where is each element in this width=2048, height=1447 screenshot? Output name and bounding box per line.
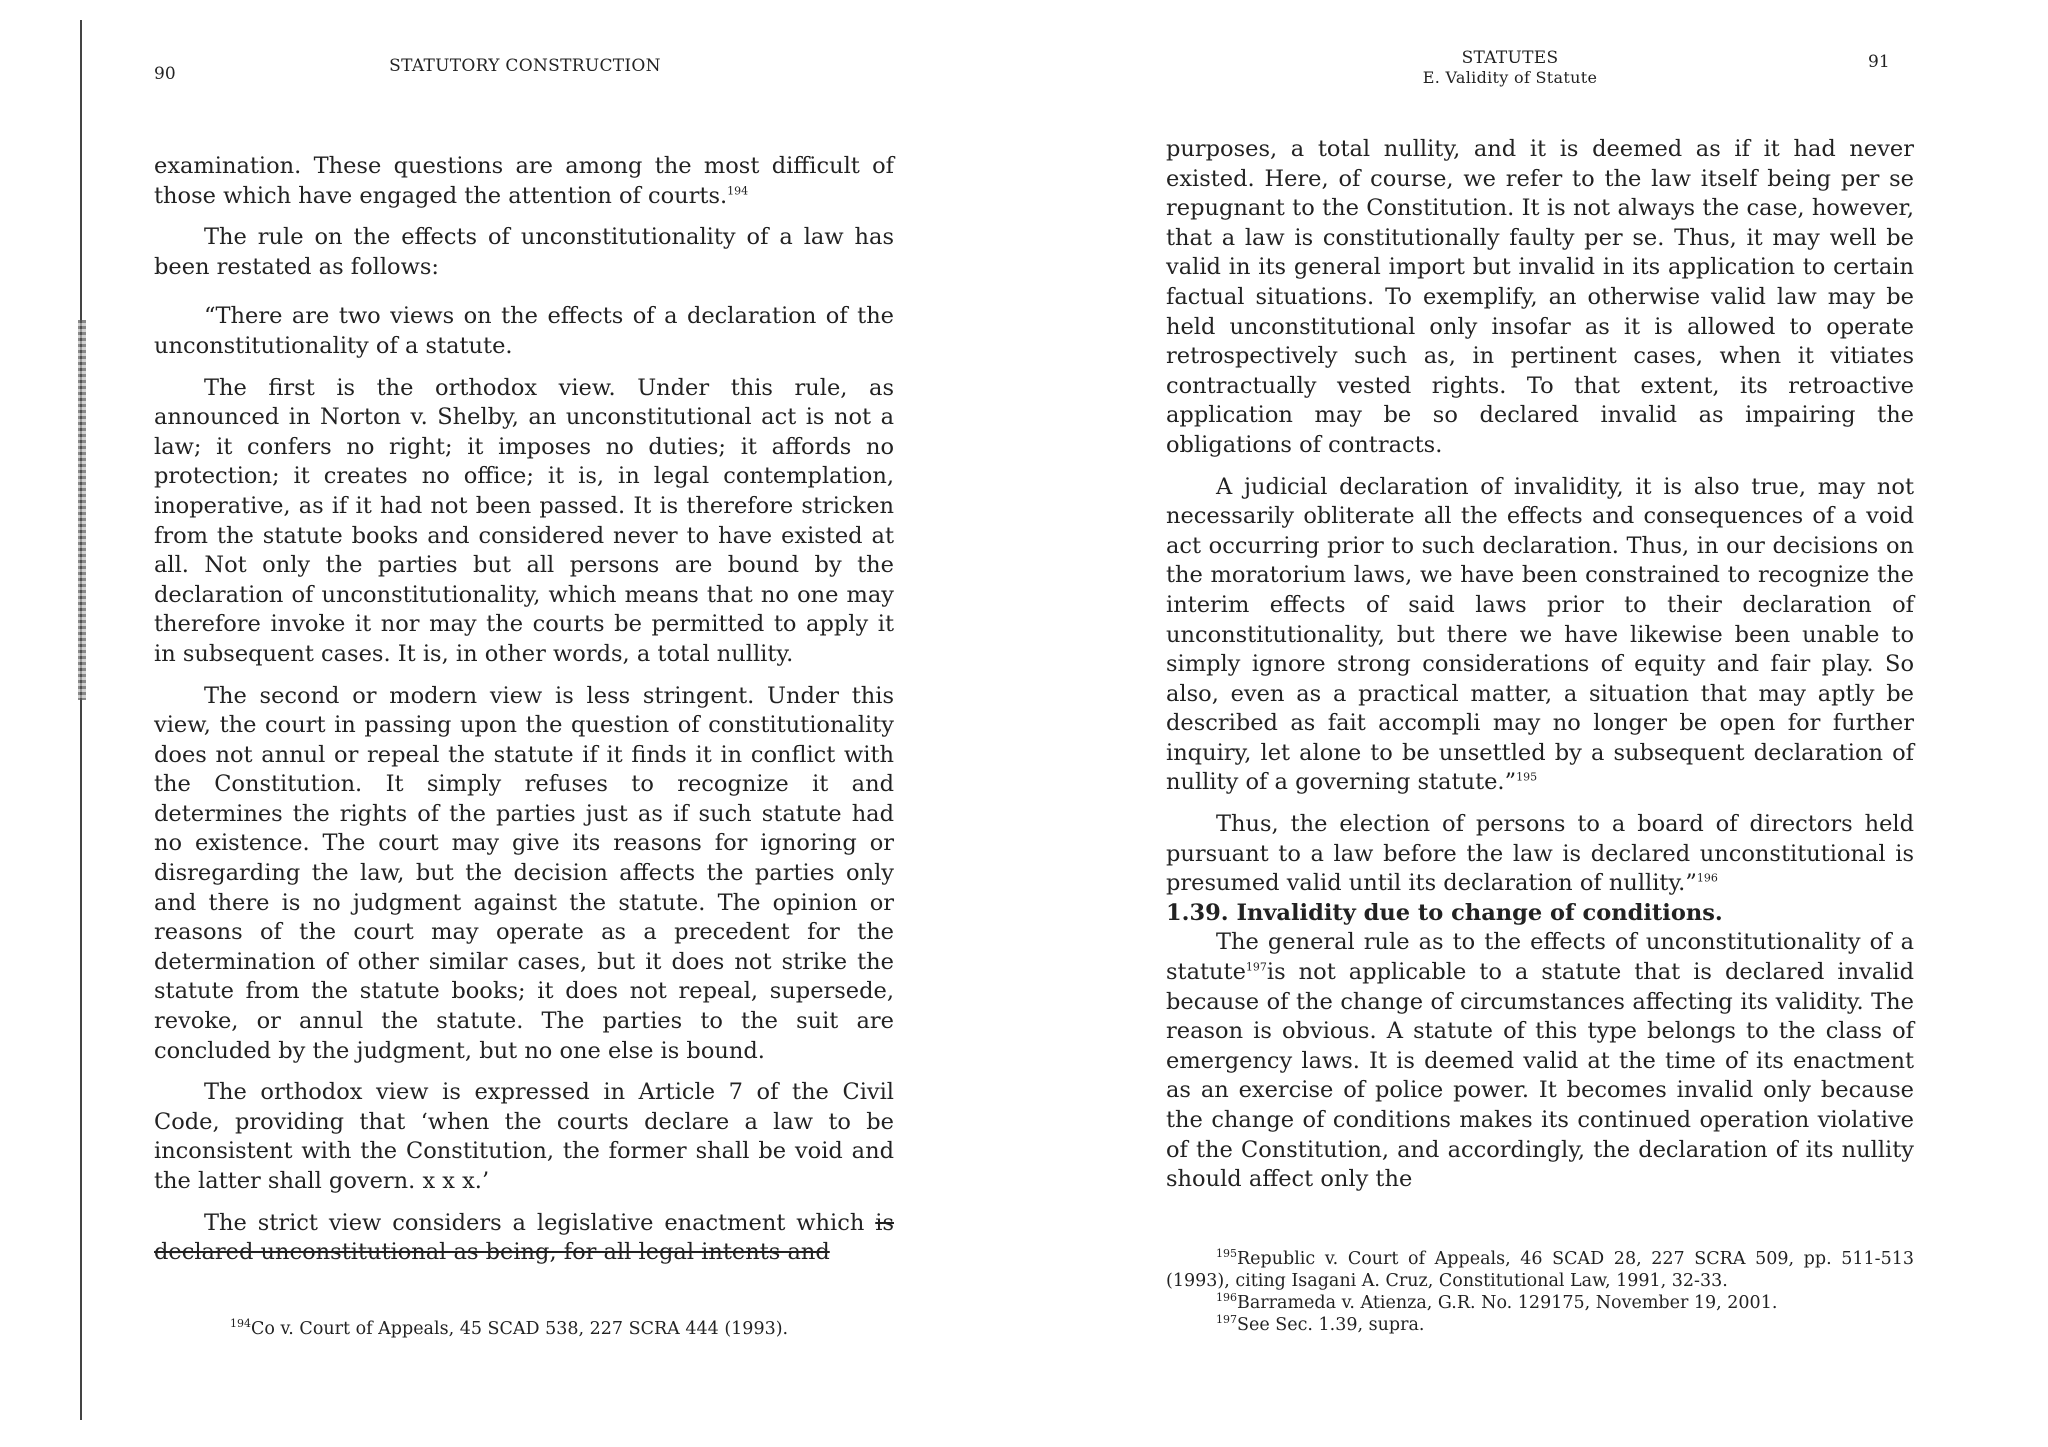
left-footnotes [230, 1318, 890, 1340]
left-page [130, 0, 910, 1447]
footnote: $^{196}$Barrameda v. Atienza, G.R. No. 129175, November 19, 2001. [1216, 1291, 1778, 1313]
footnote: $^{194}$Co v. Court of Appeals, 45 SCAD 538, 227 SCRA 444 (1993). [230, 1317, 789, 1339]
running-head-right: STATUTES E. Validity of Statute [1380, 48, 1640, 87]
paragraph: purposes, a total nullity, and it is deemed as if it had never existed. Here, of course, we refer to the law itself being per se repugnant to the Constitution. It is not always the case, however, that a law is constitutionally faulty per se. Thus, it may well be valid in its general import but invalid in its application to certain factual situations. To exemplify, an otherwise valid law may be held unconstitutional only insofar as it is allowed to operate retrospectively such as, in pertinent cases, when it vitiates contractually vested rights. To that extent, its retroactive application may be so declared invalid as impairing the obligations of contracts. [1166, 136, 1914, 458]
paragraph: examination. These questions are among the most difficult of those which have engaged the attention of courts.$^{194}$ [154, 153, 894, 209]
running-subhead-right: E. Validity of Statute [1422, 68, 1598, 87]
page-number-left: 90 [154, 64, 176, 84]
running-head-left: STATUTORY CONSTRUCTION [389, 56, 661, 76]
quote-paragraph: The second or modern view is less stringent. Under this view, the court in passing upon the question of constitutionality does not annul or repeal the statute if it finds it in conflict with the Constitution. It simply refuses to recognize it and determines the rights of the parties just as if such statute had no existence. The court may give its reasons for ignoring or disregarding the law, but the decision affects the parties only and there is no judgment against the statute. The opinion or reasons of the court may operate as a precedent for the determination of other similar cases, but it does not strike the statute from the statute books; it does not repeal, supersede, revoke, or annul the statute. The parties to the suit are concluded by the judgment, but no one else is bound. [154, 682, 894, 1064]
paragraph: Thus, the election of persons to a board of directors held pursuant to a law before the law is declared unconstitutional is presumed valid until its declaration of nullity.”$^{196}$ [1166, 811, 1914, 897]
binding-edge [78, 320, 86, 700]
right-page [1140, 0, 1920, 1447]
left-body [154, 152, 894, 1268]
quote-paragraph: The first is the orthodox view. Under this rule, as announced in Norton v. Shelby, an unconstitutional act is not a law; it confers no right; it imposes no duties; it affords no protection; it creates no office; it is, in legal contemplation, inoperative, as if it had not been passed. It is therefore stricken from the statute books and considered never to have existed at all. Not only the parties but all persons are bound by the declaration of unconstitutionality, which means that no one may therefore invoke it nor may the courts be permitted to apply it in subsequent cases. It is, in other words, a total nullity. [154, 374, 894, 667]
right-body [1166, 135, 1914, 1195]
section-heading: 1.39. Invalidity due to change of conditions. [1166, 899, 1723, 926]
right-footnotes [1166, 1248, 1914, 1336]
paragraph: A judicial declaration of invalidity, it is also true, may not necessarily obliterate all the effects and consequences of a void act occurring prior to such declaration. Thus, in our decisions on the moratorium laws, we have been constrained to recognize the interim effects of said laws prior to their declaration of unconstitutionality, but there we have likewise been unable to simply ignore strong considerations of equity and fair play. So also, even as a practical matter, a situation that may aptly be described as fait accompli may no longer be open for further inquiry, let alone to be unsettled by a subsequent declaration of nullity of a governing statute.”$^{195}$ [1166, 473, 1914, 796]
page-gutter-line [80, 20, 82, 1420]
quote-paragraph: “There are two views on the effects of a declaration of the unconstitutionality of a statute. [154, 303, 894, 359]
footnote: $^{195}$Republic v. Court of Appeals, 46 SCAD 28, 227 SCRA 509, pp. 511-513 (1993), citing Isagani A. Cruz, Constitutional Law, 1991, 32-33. [1166, 1247, 1914, 1291]
paragraph: The general rule as to the effects of unconstitutionality of a statute$^{197}$is not applicable to a statute that is declared invalid because of the change of circumstances affecting its validity. The reason is obvious. A statute of this type belongs to the class of emergency laws. It is deemed valid at the time of its enactment as an exercise of police power. It becomes invalid only because the change of conditions makes its continued operation violative of the Constitution, and accordingly, the declaration of its nullity should affect only the [1166, 929, 1914, 1193]
paragraph: The rule on the effects of unconstitutionality of a law has been restated as follows: [154, 224, 894, 280]
quote-paragraph: The orthodox view is expressed in Article 7 of the Civil Code, providing that ‘when the courts declare a law to be inconsistent with the Constitution, the former shall be void and the latter shall govern. x x x.’ [154, 1079, 894, 1194]
footnote: $^{197}$See Sec. 1.39, supra. [1216, 1313, 1425, 1335]
page-number-right: 91 [1868, 52, 1890, 72]
quote-paragraph: The strict view considers a legislative enactment which is declared unconstitutional as being, for all legal intents and [154, 1209, 894, 1266]
